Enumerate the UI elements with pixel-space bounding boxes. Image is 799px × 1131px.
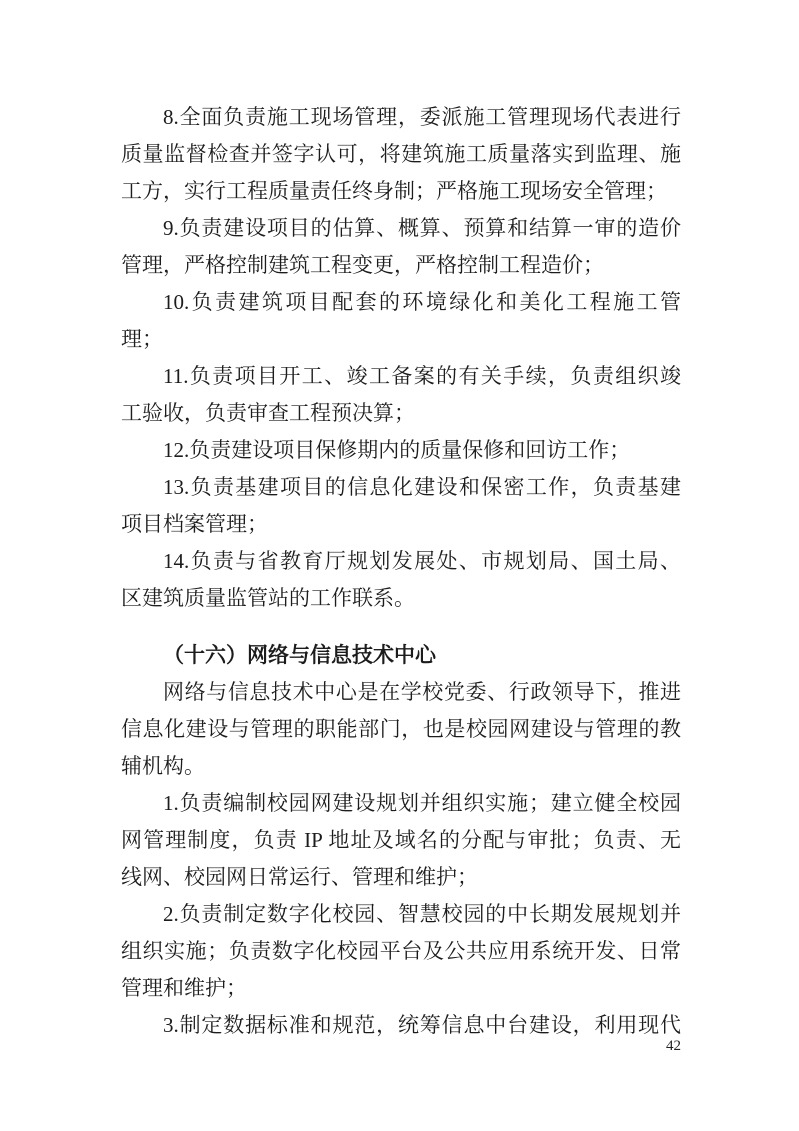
text-line: 工方，实行工程质量责任终身制；严格施工现场安全管理； (121, 179, 667, 203)
text-line: 管理和维护； (121, 976, 247, 1000)
text-line: 工验收，负责审查工程预决算； (121, 401, 415, 425)
paragraph (121, 432, 681, 469)
paragraph (121, 99, 681, 210)
text-line: 网络与信息技术中心是在学校党委、行政领导下，推进 (163, 680, 681, 704)
text-line: 项目档案管理； (121, 512, 268, 536)
paragraph (121, 896, 681, 1007)
text-line: 3.制定数据标准和规范，统筹信息中台建设，利用现代 (163, 1013, 681, 1037)
paragraph (121, 1007, 681, 1044)
text-line: 10.负责建筑项目配套的环境绿化和美化工程施工管 (163, 290, 681, 314)
text-line: 8.全面负责施工现场管理，委派施工管理现场代表进行 (163, 105, 681, 129)
text-line: 理； (121, 327, 163, 351)
text-line: 质量监督检查并签字认可，将建筑施工质量落实到监理、施 (121, 142, 681, 166)
text-line: 管理，严格控制建筑工程变更，严格控制工程造价； (121, 253, 604, 277)
section-heading (121, 637, 681, 674)
paragraph (121, 543, 681, 617)
text-line: 9.负责建设项目的估算、概算、预算和结算一审的造价 (163, 216, 681, 240)
paragraph (121, 674, 681, 785)
document-content (121, 99, 681, 1044)
text-line: 13.负责基建项目的信息化建设和保密工作，负责基建 (163, 475, 681, 499)
paragraph (121, 284, 681, 358)
paragraph (121, 358, 681, 432)
text-line: 网管理制度，负责 IP 地址及域名的分配与审批；负责、无 (121, 828, 681, 852)
paragraph (121, 210, 681, 284)
text-line: 1.负责编制校园网建设规划并组织实施；建立健全校园 (163, 791, 681, 815)
paragraph (121, 469, 681, 543)
text-line: 线网、校园网日常运行、管理和维护； (121, 865, 478, 889)
page-number: 42 (666, 1038, 681, 1054)
text-line: 14.负责与省教育厅规划发展处、市规划局、国土局、 (163, 549, 681, 573)
text-line: 组织实施；负责数字化校园平台及公共应用系统开发、日常 (121, 939, 681, 963)
text-line: 信息化建设与管理的职能部门，也是校园网建设与管理的教 (121, 717, 681, 741)
text-line: 区建筑质量监管站的工作联系。 (121, 586, 415, 610)
text-line: 11.负责项目开工、竣工备案的有关手续，负责组织竣 (163, 364, 681, 388)
text-line: 辅机构。 (121, 754, 205, 778)
text-line: 12.负责建设项目保修期内的质量保修和回访工作； (163, 438, 631, 462)
text-line: 2.负责制定数字化校园、智慧校园的中长期发展规划并 (163, 902, 681, 926)
text-line: （十六）网络与信息技术中心 (163, 643, 436, 667)
paragraph (121, 785, 681, 896)
